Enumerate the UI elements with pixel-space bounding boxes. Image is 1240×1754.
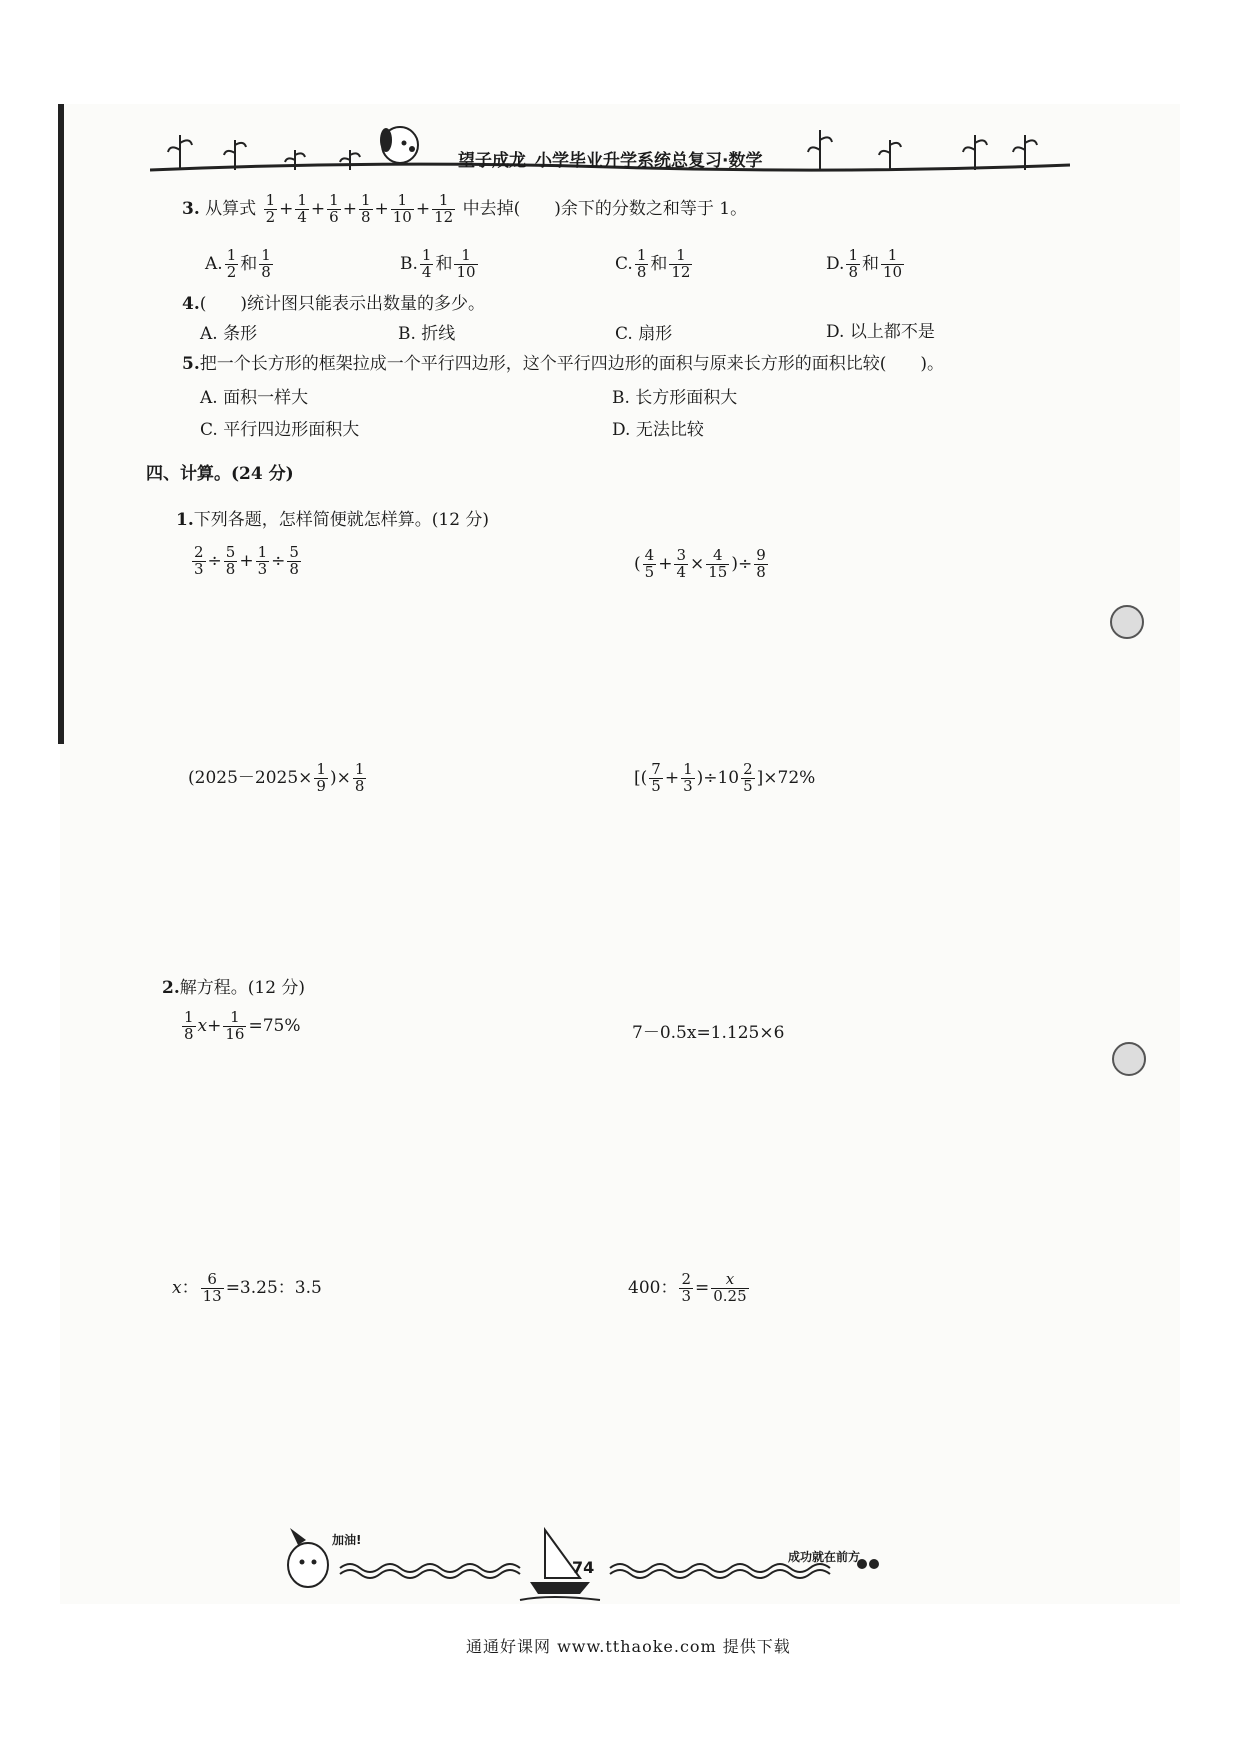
puppy-mascot-icon (380, 127, 418, 163)
fraction: $\frac{1}{2}$ (265, 191, 276, 226)
equation-1: $\frac{1}{8}$ x+ $\frac{1}{16}$ =75% (184, 1008, 301, 1043)
equation-3: x： $\frac{6}{13}$ =3.25：3.5 (172, 1270, 322, 1305)
equation-2: 7－0.5x=1.125×6 (632, 1023, 785, 1043)
footer-slogan: 成功就在前方 (788, 1550, 861, 1564)
ant-icon (857, 1559, 879, 1569)
calc-expression-1: $\frac{2}{3}$ ÷ $\frac{5}{8}$ + $\frac{1}{3}$ ÷ $\frac{5}{8}$ (194, 543, 299, 578)
cartoon-character-icon (288, 1528, 328, 1587)
header-brand: 望子成龙 (458, 151, 526, 171)
fraction: $\frac{1}{8}$ (360, 191, 371, 226)
question-5: 5.把一个长方形的框架拉成一个平行四边形，这个平行四边形的面积与原来长方形的面积比较( )。 (182, 354, 945, 374)
equation-4: 400： $\frac{2}{3}$ = $\frac{x}{0.25}$ (628, 1270, 747, 1305)
footer-cheer: 加油! (332, 1533, 362, 1547)
punch-hole (1112, 1042, 1146, 1076)
part-2-title: 2.解方程。(12 分) (162, 978, 306, 998)
fraction: $\frac{1}{6}$ (329, 191, 339, 226)
fraction: $\frac{1}{12}$ (434, 191, 454, 226)
option-4d: D. 以上都不是 (826, 322, 935, 342)
option-5b: B. 长方形面积大 (612, 388, 738, 408)
calc-expression-3: (2025－2025× $\frac{1}{9}$ )× $\frac{1}{8}$ (188, 760, 365, 795)
option-3a: A. $\frac{1}{2}$ 和 $\frac{1}{8}$ (205, 246, 271, 281)
download-credit: 通通好课网 www.tthaoke.com 提供下载 (466, 1637, 791, 1656)
option-4c: C. 扇形 (615, 324, 673, 344)
option-5a: A. 面积一样大 (200, 388, 309, 408)
calc-expression-2: ( $\frac{4}{5}$ + $\frac{3}{4}$ × $\frac{4}{15}$ )÷ $\frac{9}{8}$ (634, 546, 766, 581)
option-3c: C. $\frac{1}{8}$ 和 $\frac{1}{12}$ (615, 246, 691, 281)
section-title: 四、计算。(24 分) (146, 464, 294, 484)
option-4a: A. 条形 (200, 324, 258, 344)
page-edge-shadow (58, 104, 64, 744)
punch-hole (1110, 605, 1144, 639)
part-1-title: 1.下列各题，怎样简便就怎样算。(12 分) (176, 510, 490, 530)
fraction: $\frac{1}{4}$ (297, 191, 307, 226)
option-3b: B. $\frac{1}{4}$ 和 $\frac{1}{10}$ (400, 246, 476, 281)
page-number: 74 (572, 1558, 595, 1577)
calc-expression-4: [( $\frac{7}{5}$ + $\frac{1}{3}$ )÷10 $\frac{2}{5}$ ]×72% (634, 760, 816, 795)
header-title: 小学毕业升学系统总复习·数学 (535, 151, 763, 171)
option-4b: B. 折线 (398, 324, 456, 344)
question-4: 4.( )统计图只能表示出数量的多少。 (182, 294, 486, 314)
fraction: $\frac{1}{10}$ (392, 191, 412, 226)
option-5c: C. 平行四边形面积大 (200, 420, 360, 440)
option-3d: D. $\frac{1}{8}$ 和 $\frac{1}{10}$ (826, 246, 903, 281)
option-5d: D. 无法比较 (612, 420, 704, 440)
question-3: 3. 从算式 $\frac{1}{2}$ + $\frac{1}{4}$ + $\frac{1}{6}$ + $\frac{1}{8}$ + $\frac{1}{10}$ + $\frac{1}{12}$ 中去掉( )余下的分数之和等于 1。 (182, 191, 748, 226)
